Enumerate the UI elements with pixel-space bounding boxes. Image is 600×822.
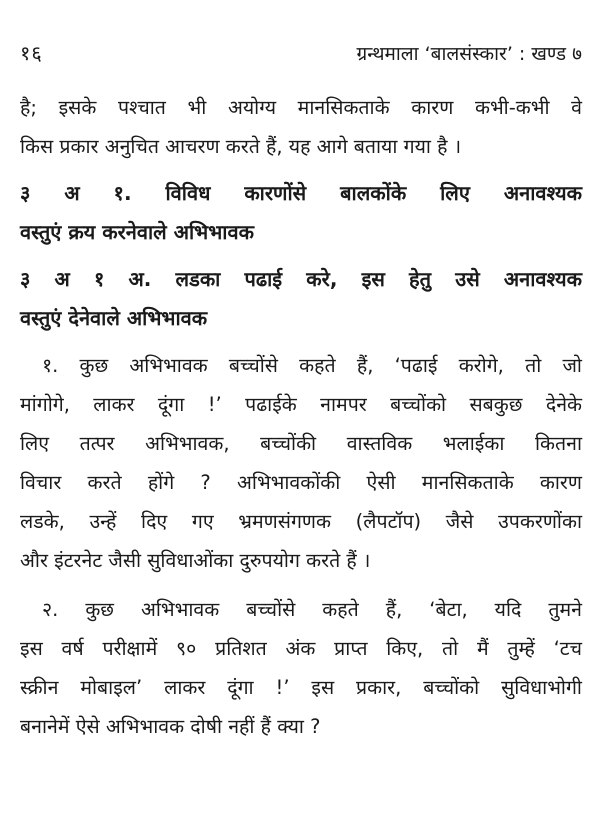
page-body: [20, 88, 582, 746]
text-line: लिए तत्पर अभिभावक, बच्चोंकी वास्तविक भलाईका कितना: [20, 432, 582, 455]
text-line: किस प्रकार अनुचित आचरण करते हैं, यह आगे बताया गया है ।: [20, 135, 462, 158]
text-line: मांगोगे, लाकर दूंगा !’ पढाईके नामपर बच्चोंको सबकुछ देनेके: [20, 393, 582, 416]
section-heading-3a1a: [20, 260, 582, 338]
text-line: और इंटरनेट जैसी सुविधाओंका दुरुपयोग करते हैं ।: [20, 549, 371, 572]
intro-paragraph: [20, 88, 582, 166]
text-line: लडके, उन्हें दिए गए भ्रमणसंगणक (लैपटॉप) जैसे उपकरणोंका: [20, 510, 582, 533]
text-line: विचार करते होंगे ? अभिभावकोंकी ऐसी मानसिकताके कारण: [20, 471, 582, 494]
text-line: है; इसके पश्चात भी अयोग्य मानसिकताके कारण कभी-कभी वे: [20, 96, 582, 119]
text-line: इस वर्ष परीक्षामें ९० प्रतिशत अंक प्राप्त किए, तो मैं तुम्हें ‘टच: [20, 637, 582, 660]
page-header: [20, 32, 582, 66]
heading-line: वस्तुएं देनेवाले अभिभावक: [20, 306, 208, 330]
text-line: स्क्रीन मोबाइल’ लाकर दूंगा !’ इस प्रकार, बच्चोंको सुविधाभोगी: [20, 676, 582, 699]
text-line: बनानेमें ऐसे अभिभावक दोषी नहीं हैं क्या ?: [20, 715, 321, 738]
text-line: २. कुछ अभिभावक बच्चोंसे कहते हैं, ‘बेटा, यदि तुमने: [42, 598, 582, 621]
heading-line: ३ अ १. विविध कारणोंसे बालकोंके लिए अनावश्यक: [20, 181, 582, 205]
paragraph-2: [20, 590, 582, 746]
page-number: १६: [20, 41, 43, 65]
heading-line: वस्तुएं क्रय करनेवाले अभिभावक: [20, 220, 254, 244]
paragraph-1: [20, 346, 582, 580]
section-heading-3a1: [20, 174, 582, 252]
text-line: १. कुछ अभिभावक बच्चोंसे कहते हैं, ‘पढाई करोगे, तो जो: [42, 354, 582, 377]
series-title: ग्रन्थमाला ‘बालसंस्कार’ : खण्ड ७: [356, 43, 582, 65]
heading-line: ३ अ १ अ. लडका पढाई करे, इस हेतु उसे अनावश्यक: [20, 267, 582, 291]
